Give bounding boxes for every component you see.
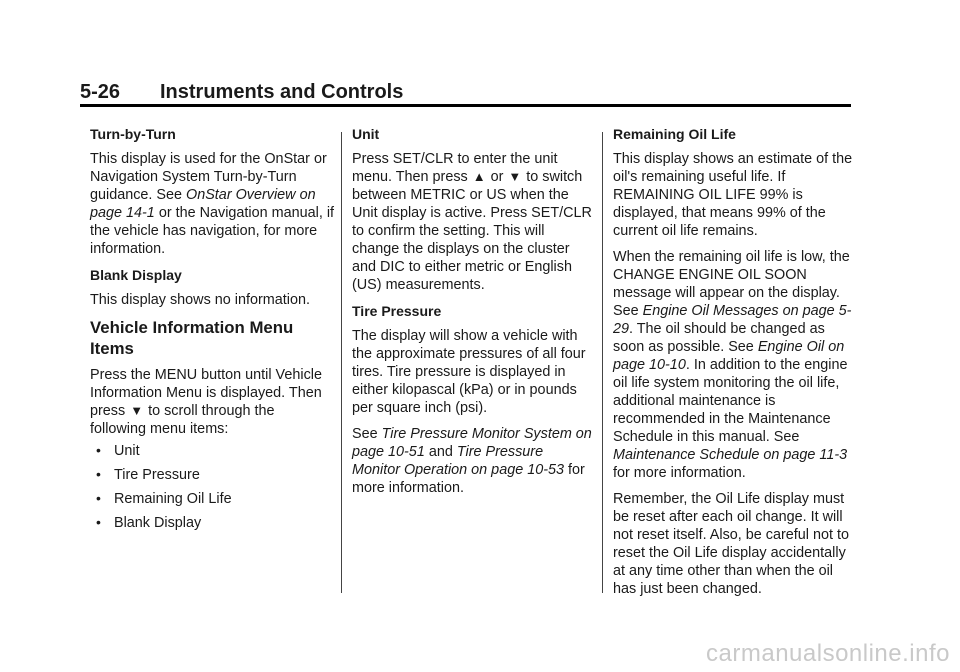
- bullet-icon: •: [96, 514, 101, 530]
- oil-life-paragraph-1: This display shows an estimate of the oil's remaining useful life. If REMAINING OIL LIFE 99% is displayed, that means 99% of the current oil life remains.: [613, 151, 853, 239]
- blank-display-paragraph: This display shows no information.: [90, 292, 310, 308]
- bullet-icon: •: [96, 466, 101, 482]
- section-heading: Vehicle Information Menu Items: [90, 318, 294, 358]
- oil-life-paragraph-2: When the remaining oil life is low, the CHANGE ENGINE OIL SOON message will appear on the display. See Engine Oil Messages on page 5-29. The oil should be changed as soon as possible. See Engine Oil on page 10-10. In addition to the engine oil life system monitoring the oil life, additional maintenance is recommended in the Maintenance Schedule in this manual. See Maintenance Schedule on page 11-3 for more information.: [613, 249, 852, 481]
- list-item: • Tire Pressure: [96, 466, 200, 483]
- bullet-icon: •: [96, 490, 101, 506]
- tire-pressure-heading: Tire Pressure: [352, 303, 442, 319]
- column-divider: [341, 132, 342, 593]
- watermark: carmanualsonline.info: [706, 640, 950, 667]
- maintenance-schedule-link[interactable]: Maintenance Schedule on page 11-3: [613, 447, 848, 463]
- turn-by-turn-heading: Turn-by-Turn: [90, 126, 176, 142]
- list-item: • Unit: [96, 442, 140, 459]
- tire-pressure-paragraph: The display will show a vehicle with the approximate pressures of all four tires. Tire pressure is displayed in either kilopascal (kPa) or in pounds per square inch (psi).: [352, 328, 586, 416]
- engine-oil-link[interactable]: Engine Oil on page 10-10: [613, 339, 845, 373]
- tire-see-paragraph: See Tire Pressure Monitor System on page 10-51 and Tire Pressure Monitor Operation on page 10-53 for more information.: [352, 426, 592, 496]
- engine-oil-messages-link[interactable]: Engine Oil Messages on page 5-29: [613, 303, 852, 337]
- list-item: • Blank Display: [96, 514, 202, 531]
- chapter-title: Instruments and Controls: [160, 81, 404, 103]
- column-3: [613, 125, 858, 606]
- arrow-up-icon: ▲: [472, 169, 486, 184]
- oil-life-paragraph-3: Remember, the Oil Life display must be reset after each oil change. It will not reset itself. Also, be careful not to reset the Oil Life display accidentally at any time other than when the oil has just been changed.: [613, 491, 849, 597]
- menu-paragraph: Press the MENU button until Vehicle Information Menu is displayed. Then press ▼ to scroll through the following menu items:: [90, 367, 322, 437]
- page-number: 5-26: [80, 81, 121, 103]
- onstar-reference-link[interactable]: OnStar Overview on page 14-1: [90, 187, 316, 221]
- column-2: [352, 125, 592, 505]
- unit-paragraph: Press SET/CLR to enter the unit menu. Then press ▲ or ▼ to switch between METRIC or US when the Unit display is active. Press SET/CLR to confirm the setting. This will change the displays on the cluster and DIC to either metric or English (US) measurements.: [352, 151, 592, 293]
- column-divider: [602, 132, 603, 593]
- oil-life-heading: Remaining Oil Life: [613, 126, 736, 142]
- arrow-down-icon: ▼: [130, 403, 144, 418]
- bullet-icon: •: [96, 442, 101, 458]
- page-header: [80, 80, 851, 107]
- tpms-operation-reference-link[interactable]: Tire Pressure Monitor Operation on page 10-53: [352, 444, 565, 478]
- unit-heading: Unit: [352, 126, 380, 142]
- tpms-reference-link[interactable]: Tire Pressure Monitor System on page 10-51: [352, 426, 592, 460]
- list-item: • Remaining Oil Life: [96, 490, 232, 507]
- column-1: [90, 125, 334, 538]
- turn-by-turn-paragraph: This display is used for the OnStar or Navigation System Turn-by-Turn guidance. See OnStar Overview on page 14-1 or the Navigation manual, if the vehicle has navigation, for more information.: [90, 151, 335, 257]
- arrow-down-icon: ▼: [508, 169, 522, 184]
- menu-items-list: [90, 442, 334, 532]
- blank-display-heading: Blank Display: [90, 267, 182, 283]
